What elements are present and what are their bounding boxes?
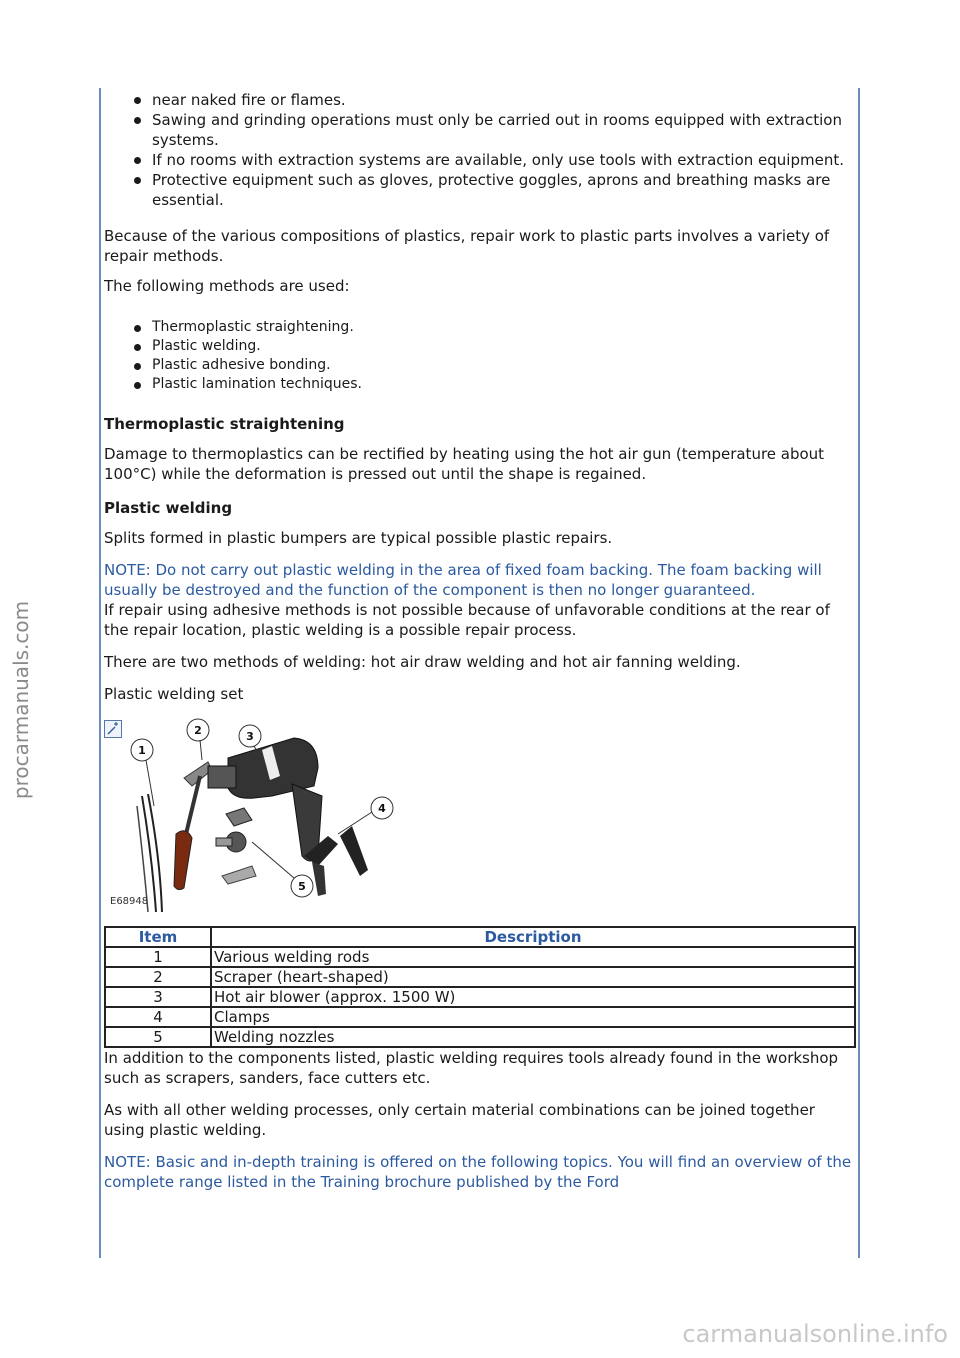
list-item: Thermoplastic straightening. (152, 318, 856, 337)
figure-caption: Plastic welding set (104, 685, 244, 703)
list-item: Protective equipment such as gloves, protective goggles, aprons and breathing masks are essential. (152, 170, 856, 210)
table-row (105, 947, 855, 967)
cell-item: 3 (105, 987, 211, 1007)
note-foam-backing: NOTE: Do not carry out plastic welding in the area of fixed foam backing. The foam backing will usually be destroyed and the function of the component is then no longer guaranteed. (104, 561, 822, 599)
left-border-rule (99, 88, 101, 1258)
cell-item: 4 (105, 1007, 211, 1027)
list-item: If no rooms with extraction systems are available, only use tools with extraction equipment. (152, 150, 856, 170)
callout-5: 5 (298, 880, 306, 893)
cell-item: 2 (105, 967, 211, 987)
cell-description: Various welding rods (211, 947, 855, 967)
items-table (104, 926, 856, 1048)
cell-description: Clamps (211, 1007, 855, 1027)
cell-description: Scraper (heart-shaped) (211, 967, 855, 987)
safety-bullet-list (104, 90, 856, 210)
list-item: Plastic adhesive bonding. (152, 356, 856, 375)
cell-item: 1 (105, 947, 211, 967)
table-row (105, 1007, 855, 1027)
table-row (105, 967, 855, 987)
methods-list (104, 318, 856, 394)
callout-4: 4 (378, 802, 386, 815)
heading-plastic-welding: Plastic welding (104, 499, 233, 517)
table-header-row (105, 927, 855, 947)
welding-set-illustration (104, 716, 404, 916)
heading-thermoplastic: Thermoplastic straightening (104, 415, 345, 433)
figure-id: E68948 (110, 896, 149, 907)
paragraph-combinations: As with all other welding processes, only certain material combinations can be joined together using plastic welding. (104, 1101, 815, 1139)
paragraph-tools: In addition to the components listed, plastic welding requires tools already found in the workshop such as scrapers, sanders, face cutters etc. (104, 1049, 839, 1087)
header-description: Description (211, 927, 855, 947)
list-item: Plastic lamination techniques. (152, 375, 856, 394)
cell-item: 5 (105, 1027, 211, 1047)
note-training: NOTE: Basic and in-depth training is offered on the following topics. You will find an overview of the complete range listed in the Training brochure published by the Ford (104, 1153, 852, 1191)
table-row (105, 987, 855, 1007)
side-watermark-text: procarmanuals.com (9, 600, 33, 800)
paragraph-adhesive: If repair using adhesive methods is not possible because of unfavorable conditions at the rear of the repair location, plastic welding is a possible repair process. (104, 601, 830, 639)
footer-watermark: carmanualsonline.info (682, 1320, 948, 1348)
paragraph-two-methods: There are two methods of welding: hot air draw welding and hot air fanning welding. (104, 653, 741, 671)
list-item-continued: near naked fire or flames. (152, 90, 856, 110)
list-item: Plastic welding. (152, 337, 856, 356)
paragraph-splits: Splits formed in plastic bumpers are typical possible plastic repairs. (104, 529, 613, 547)
paragraph-compositions: Because of the various compositions of plastics, repair work to plastic parts involves a variety of repair methods. (104, 227, 830, 265)
cell-description: Welding nozzles (211, 1027, 855, 1047)
right-border-rule (858, 88, 860, 1258)
header-item: Item (105, 927, 211, 947)
paragraph-thermoplastic: Damage to thermoplastics can be rectified by heating using the hot air gun (temperature about 100°C) while the deformation is pressed out until the shape is regained. (104, 445, 825, 483)
callout-2: 2 (194, 724, 202, 737)
cell-description: Hot air blower (approx. 1500 W) (211, 987, 855, 1007)
paragraph-methods-intro: The following methods are used: (104, 277, 350, 295)
table-row (105, 1027, 855, 1047)
callout-1: 1 (138, 744, 146, 757)
welding-set-figure (104, 716, 404, 916)
list-item: Sawing and grinding operations must only be carried out in rooms equipped with extraction systems. (152, 110, 856, 150)
side-watermark (4, 440, 38, 960)
document-body (104, 90, 856, 1192)
callout-3: 3 (246, 730, 254, 743)
